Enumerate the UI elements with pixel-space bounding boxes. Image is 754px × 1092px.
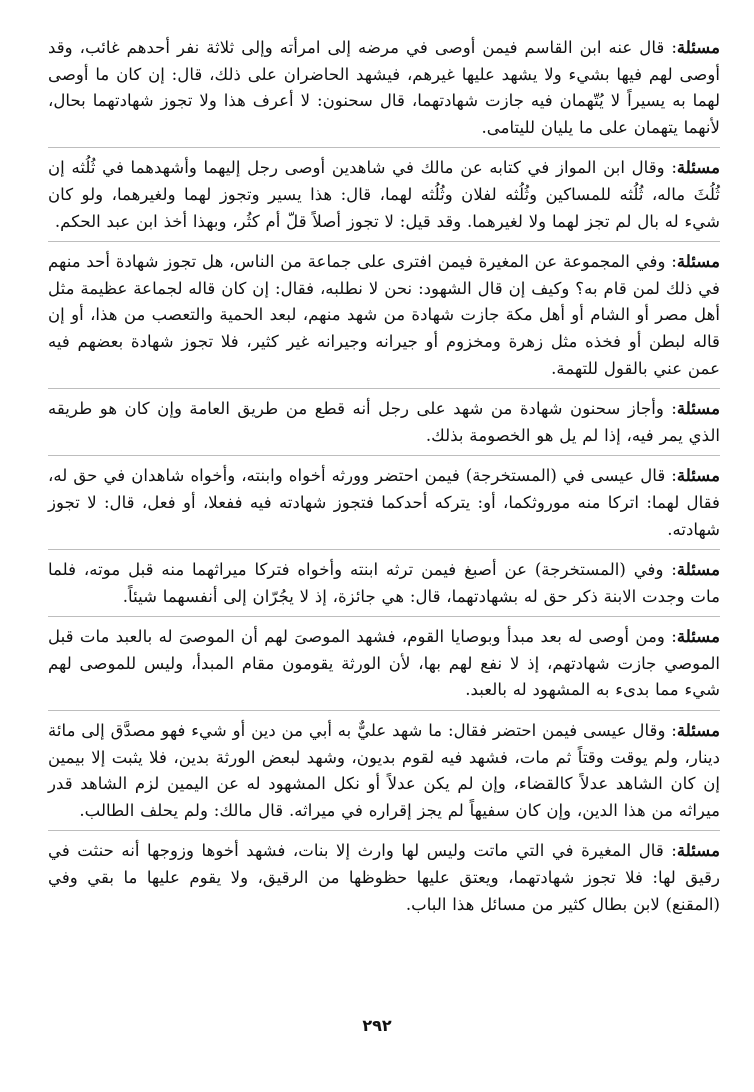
entry-5 <box>48 462 720 549</box>
entry-7 <box>48 623 720 710</box>
divider <box>48 241 720 242</box>
divider <box>48 388 720 389</box>
entry-text: : قال عنه ابن القاسم فيمن أوصى في مرضه إلى امرأته وإلى ثلاثة نفر أحدهم غائب، وقد أوصى لهم فيها بشيء ولا يشهد عليها غيرهم، فيشهد الحاضران على ذلك، قال: إن كان ما أوصى لهما به يسيراً لا يُتّهمان فيه جازت شهادتهما، قال سحنون: لا أعرف هذا ولا تجوز شهادتهما بحال، لأنهما يتهمان على ما يليان لليتامى. <box>48 38 720 137</box>
divider <box>48 549 720 550</box>
divider <box>48 616 720 617</box>
entry-text: : ومن أوصى له بعد مبدأ وبوصايا القوم، فشهد الموصىَ لهم أن الموصىَ له بالعبد مات قبل الموصي جازت شهادتهم، إذ لا نفع لهم بها، لأن الورثة يقومون مقام المبدأ، وليس للموصى لهم شيء مما بدىء به المشهود له بالعبد. <box>48 627 720 700</box>
entry-term: مسئلة <box>676 37 720 57</box>
entry-text: : وأجاز سحنون شهادة من شهد على رجل أنه قطع من طريق العامة وإن كان هو طريقه الذي يمر فيه، إذا لم يل هو الخصومة بذلك. <box>48 399 720 445</box>
entry-term: مسئلة <box>676 840 720 861</box>
page-body <box>48 34 720 924</box>
entry-8 <box>48 717 720 830</box>
entry-2 <box>48 154 720 241</box>
entry-term: مسئلة <box>676 720 720 741</box>
entry-text: : قال عيسى في (المستخرجة) فيمن احتضر وورثه أخواه وابنته، وأخواه شاهدان في حق له، فقال لهما: اتركا منه موروثكما، أو: يتركه أحدكما فتجوز شهادته فيه ففعلا، أو فعل، قال: لا تجوز شهادته. <box>48 466 720 539</box>
entry-term: مسئلة <box>676 559 720 580</box>
entry-term: مسئلة <box>676 157 720 178</box>
entry-term: مسئلة <box>676 398 720 419</box>
divider <box>48 830 720 831</box>
entry-4 <box>48 395 720 455</box>
divider <box>48 147 720 148</box>
entry-term: مسئلة <box>676 465 720 486</box>
entry-text: : قال المغيرة في التي ماتت وليس لها وارث إلا بنات، فشهد أخوها وزوجها أنه حنثت في رقيق لها: فلا تجوز شهادتهما، ويعتق عليها حظوظها من الرقيق، ولا يقوم عليها ما بقي وفي (المقنع) لابن بطال كثير من مسائل هذا الباب. <box>48 841 720 914</box>
entry-term: مسئلة <box>676 626 720 647</box>
entry-term: مسئلة <box>676 251 720 272</box>
entry-9 <box>48 837 720 924</box>
entry-text: : وقال عيسى فيمن احتضر فقال: ما شهد عليٌّ به أبي من دين أو شيء فهو مصدَّق إلى مائة دينار، ولم يوقت وقتاً ثم مات، فشهد فيه لقوم بديون، وشهد لبعض الورثة بدين، فلا يثبت إلا بيمين إن كان الشاهد عدلاً كالقضاء، وإن لم يكن عدلاً أو نكل المشهود له عن اليمين لزم الشاهد قدر ميراثه من هذا الدين، وإن كان سفيهاً لم يجز إقراره في ميراثه. قال مالك: ولم يحلف الطالب. <box>48 721 720 820</box>
page-number: ٢٩٢ <box>362 1016 392 1035</box>
entry-text: : وقال ابن المواز في كتابه عن مالك في شاهدين أوصى رجل إليهما وأشهدهما في ثُلُثه إن ثُلُثَ ماله، ثُلُثه للمساكين وثُلُثه لفلان وثُلُثه لهما، قال: هذا يسير وتجوز لهما ولغيرهما، ولو كان شيء له بال لم تجز لهما ولا لغيرهما. وقد قيل: لا تجوز أصلاً قلّ أم كثُر، وبهذا أخذ ابن عبد الحكم. <box>48 158 720 231</box>
entry-text: : وفي (المستخرجة) عن أصبغ فيمن ترثه ابنته وأخواه فتركا ميراثهما منه قبل موته، فلما مات وجدت الابنة ذكر حق له بشهادتهما، قال: هي جائزة، إذ لا يجُرّان إلى أنفسهما شيئاً. <box>48 560 720 606</box>
divider <box>48 710 720 711</box>
entry-text: : وفي المجموعة عن المغيرة فيمن افترى على جماعة من الناس، هل تجوز شهادة أحد منهم في ذلك لمن قام به؟ وكيف إن قال الشهود: نحن لا نطلبه، فقال: إن كان قاله لجماعة عظيمة مثل أهل مصر أو الشام أو أهل مكة جازت شهادة من شهد منهم، لبعد الحمية والتعصب من هذا، أو إن قاله لبطن أو فخذه مثل زهرة ومخزوم أو جيرانه وجيرانه غير كثير، فلا تجوز شهادة بعضهم فيه عمن عني بالقول للتهمة. <box>48 252 720 378</box>
entry-1 <box>48 34 720 147</box>
divider <box>48 455 720 456</box>
entry-3 <box>48 248 720 388</box>
entry-6 <box>48 556 720 616</box>
